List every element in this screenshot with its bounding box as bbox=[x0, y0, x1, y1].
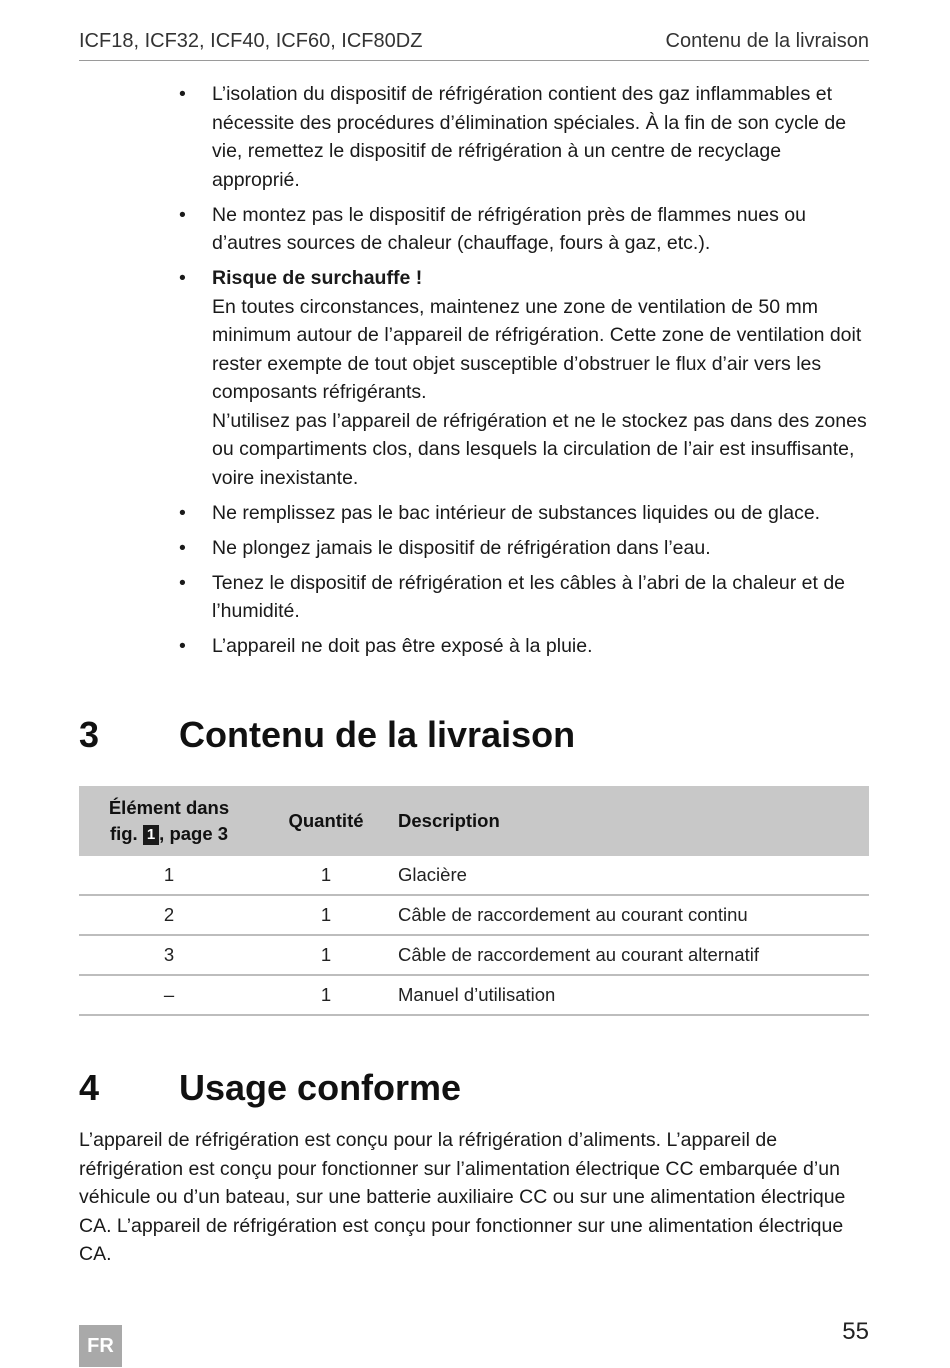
table-row bbox=[79, 935, 869, 975]
delivery-contents-table bbox=[79, 786, 869, 1016]
column-header-description: Description bbox=[393, 786, 869, 856]
header-text: fig. bbox=[109, 823, 138, 844]
table-row bbox=[79, 975, 869, 1015]
cell-item: 1 bbox=[79, 856, 259, 895]
section-heading bbox=[79, 1067, 461, 1109]
section-heading bbox=[79, 714, 575, 756]
cell-quantity: 1 bbox=[259, 856, 393, 895]
language-badge: FR bbox=[79, 1325, 122, 1367]
section-number: 4 bbox=[79, 1067, 100, 1108]
bullet-marker: • bbox=[179, 83, 186, 105]
column-header-quantity: Quantité bbox=[259, 786, 393, 856]
header-text: , page 3 bbox=[159, 823, 229, 844]
cell-item: 2 bbox=[79, 895, 259, 935]
list-item bbox=[179, 264, 874, 492]
section-title: Contenu de la livraison bbox=[179, 714, 576, 755]
page-header bbox=[79, 30, 869, 61]
bullet-marker: • bbox=[179, 536, 186, 559]
bullet-marker: • bbox=[179, 571, 186, 594]
bullet-marker: • bbox=[179, 501, 186, 524]
column-header-element bbox=[79, 786, 259, 856]
figure-reference-badge: 1 bbox=[143, 825, 159, 845]
cell-quantity: 1 bbox=[259, 895, 393, 935]
bullet-text: L’appareil ne doit pas être exposé à la pluie. bbox=[212, 635, 593, 657]
bullet-text: Ne plongez jamais le dispositif de réfrigération dans l’eau. bbox=[212, 536, 711, 559]
header-text: Élément dans bbox=[108, 797, 230, 818]
cell-description: Manuel d’utilisation bbox=[393, 975, 869, 1015]
section-number: 3 bbox=[79, 714, 100, 755]
cell-quantity: 1 bbox=[259, 975, 393, 1015]
header-section-title: Contenu de la livraison bbox=[665, 30, 869, 52]
bullet-marker: • bbox=[179, 267, 186, 289]
header-models: ICF18, ICF32, ICF40, ICF60, ICF80DZ bbox=[79, 30, 423, 52]
bullet-text: L’isolation du dispositif de réfrigération contient des gaz inflammables et nécessite des procédures d’élimination spéciales. À la fin de son cycle de vie, remettez le dispositif de réfrigération à un centre de recyclage approprié. bbox=[212, 83, 847, 191]
table-row bbox=[79, 895, 869, 935]
list-item bbox=[179, 499, 874, 528]
warning-title: Risque de surchauffe ! bbox=[212, 267, 423, 289]
bullet-text: Ne remplissez pas le bac intérieur de substances liquides ou de glace. bbox=[212, 501, 821, 524]
list-item bbox=[179, 569, 874, 626]
cell-description: Câble de raccordement au courant continu bbox=[393, 895, 869, 935]
table-header-row bbox=[79, 786, 869, 856]
safety-bullet-list bbox=[179, 80, 874, 667]
list-item bbox=[179, 534, 874, 563]
cell-item: – bbox=[79, 975, 259, 1015]
section-title: Usage conforme bbox=[179, 1067, 462, 1108]
table-row bbox=[79, 856, 869, 895]
cell-description: Câble de raccordement au courant alternatif bbox=[393, 935, 869, 975]
cell-item: 3 bbox=[79, 935, 259, 975]
list-item bbox=[179, 80, 874, 194]
bullet-text: Tenez le dispositif de réfrigération et les câbles à l’abri de la chaleur et de l’humidité. bbox=[212, 571, 846, 622]
cell-quantity: 1 bbox=[259, 935, 393, 975]
cell-description: Glacière bbox=[393, 856, 869, 895]
bullet-marker: • bbox=[179, 635, 186, 657]
bullet-text: Ne montez pas le dispositif de réfrigération près de flammes nues ou d’autres sources de chaleur (chauffage, fours à gaz, etc.). bbox=[212, 203, 806, 254]
list-item bbox=[179, 201, 874, 258]
warning-paragraph: N’utilisez pas l’appareil de réfrigération et ne le stockez pas dans des zones ou compartiments clos, dans lesquels la circulation de l’air est insuffisante, voire inexistante. bbox=[212, 409, 867, 489]
bullet-marker: • bbox=[179, 203, 186, 226]
list-item bbox=[179, 632, 874, 661]
intended-use-paragraph: L’appareil de réfrigération est conçu pour la réfrigération d’aliments. L’appareil de réfrigération est conçu pour fonctionner sur l’alimentation électrique CC embarquée d’un véhicule ou d’un bateau, sur une batterie auxiliaire CC ou sur une alimentation électrique CA. L’appareil de réfrigération est conçu pour fonctionner sur une alimentation électrique CA. bbox=[79, 1129, 846, 1265]
page-number: 55 bbox=[842, 1318, 869, 1345]
warning-paragraph: En toutes circonstances, maintenez une zone de ventilation de 50 mm minimum autour de l’appareil de réfrigération. Cette zone de ventilation doit rester exempte de tout objet susceptible d’obstruer le flux d’air vers les composants réfrigérants. bbox=[212, 295, 862, 403]
